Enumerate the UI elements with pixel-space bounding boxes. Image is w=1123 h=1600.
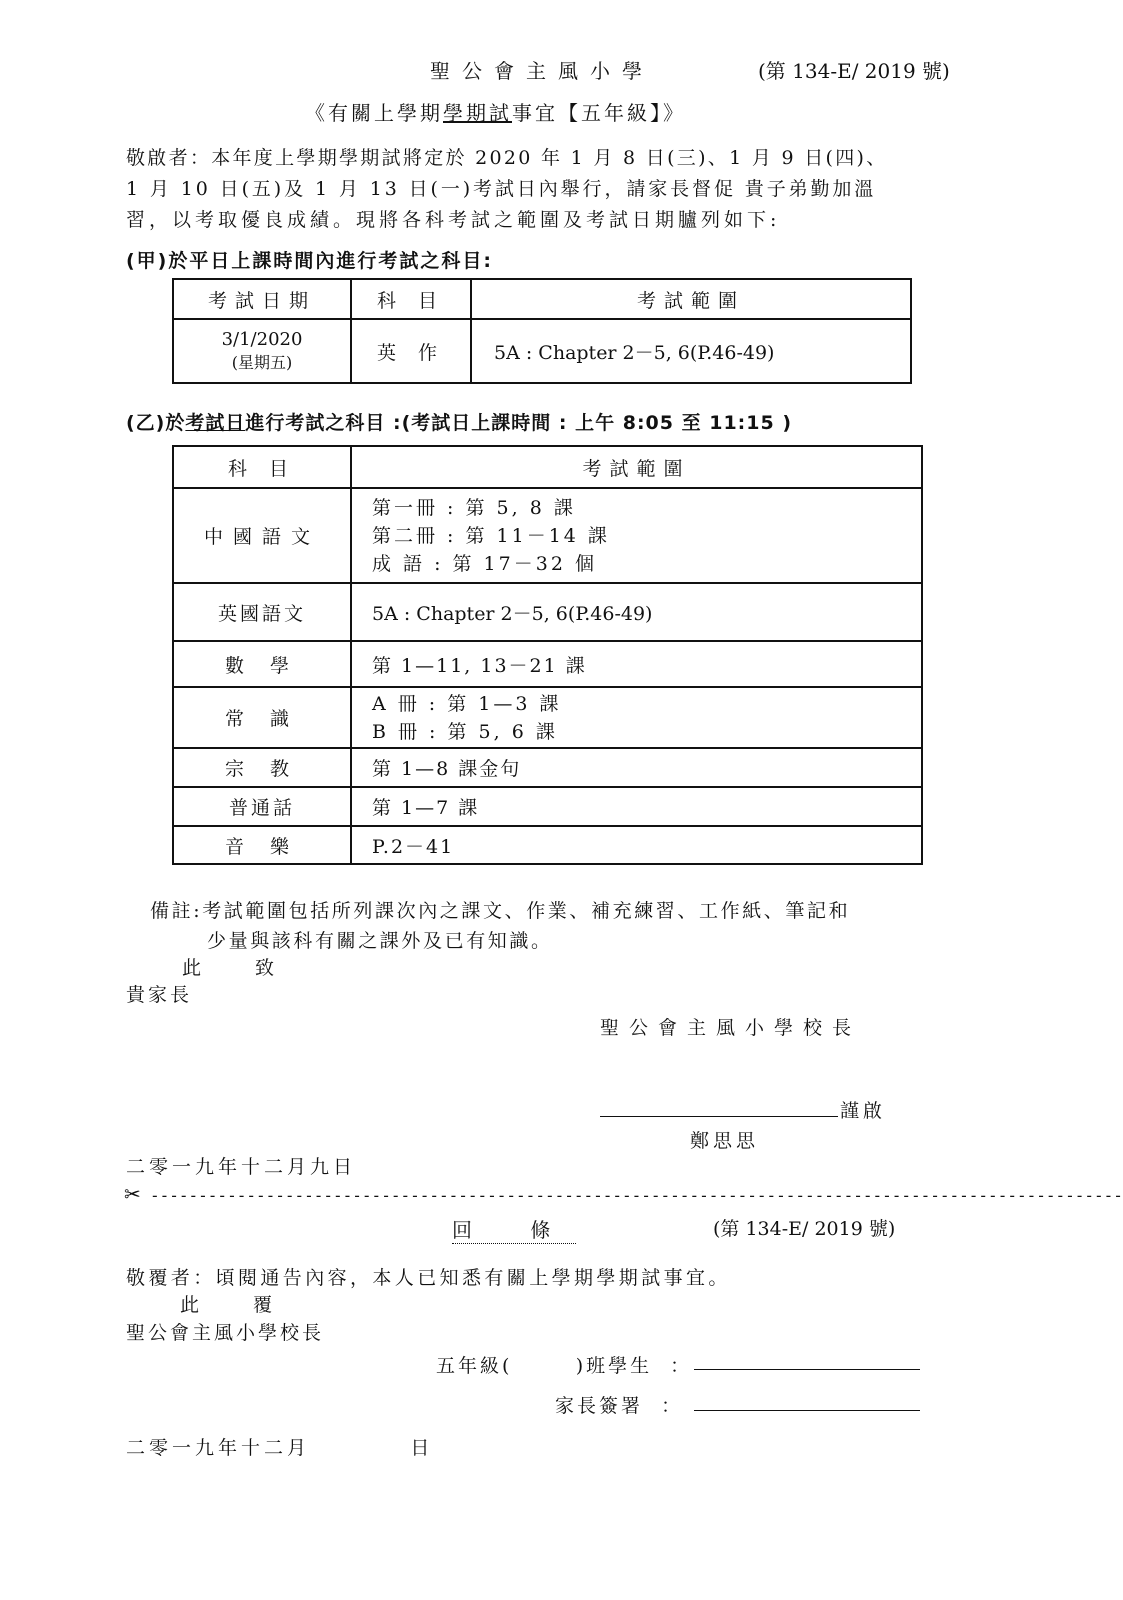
- reply-date: 二零一九年十二月 日: [126, 1437, 434, 1459]
- subject-cell: 常 識: [173, 687, 351, 748]
- sender: 聖公會主風小學校長: [600, 1017, 862, 1039]
- ci-zhi: 此 致: [182, 957, 299, 979]
- header-exam-date: 考試日期: [173, 279, 351, 319]
- subject-cell: 英 作: [351, 319, 471, 383]
- signature-line: [600, 1116, 838, 1117]
- student-input-line[interactable]: [694, 1369, 920, 1370]
- reply-ref: (第 134-E/ 2019 號): [713, 1218, 896, 1240]
- student-label: 五年級( )班學生 ：: [436, 1355, 693, 1377]
- section-a-heading: (甲)於平日上課時間內進行考試之科目:: [126, 250, 493, 272]
- notice-date: 二零一九年十二月九日: [126, 1156, 357, 1178]
- scope-line: 第 1—11, 13－21 課: [351, 641, 922, 687]
- title-post: 事宜【五年級】》: [512, 101, 686, 125]
- cut-line: -----------------------------------------------------------------------------------------------------: [150, 1186, 1123, 1205]
- subject-cell: 宗 教: [173, 748, 351, 787]
- scope-line: B 冊 : 第 5, 6 課: [372, 720, 558, 743]
- title-underlined: 學期試: [443, 101, 512, 125]
- table-row: [173, 748, 922, 787]
- school-name: 聖公會主風小學: [430, 59, 654, 83]
- scope-cell: [351, 687, 922, 748]
- scope-line: 第一冊 : 第 5, 8 課: [372, 496, 576, 519]
- reply-addressee: 聖公會主風小學校長: [126, 1322, 325, 1344]
- parent-signature-label: 家長簽署 ：: [555, 1395, 684, 1417]
- scope-line: 第 1—8 課金句: [351, 748, 922, 787]
- header-subject: 科 目: [173, 446, 351, 488]
- scope-cell: 5A : Chapter 2－5, 6(P.46-49): [471, 319, 911, 383]
- table-row: [173, 488, 922, 583]
- scope-line: P.2－41: [351, 826, 922, 864]
- section-b-table: [172, 445, 923, 865]
- header-scope: 考試範圍: [471, 279, 911, 319]
- subject-cell: 音 樂: [173, 826, 351, 864]
- section-b-heading: [126, 408, 792, 435]
- subject-cell: 中國語文: [173, 488, 351, 583]
- reply-line-1: 敬覆者：頃閱通告內容，本人已知悉有關上學期學期試事宜。: [126, 1267, 731, 1289]
- scope-line: A 冊 : 第 1—3 課: [372, 692, 562, 715]
- recipient: 貴家長: [126, 984, 193, 1006]
- remark-line-2: 少量與該科有關之課外及已有知識。: [207, 930, 553, 952]
- intro-line-2: 1 月 10 日(五)及 1 月 13 日(一)考試日內舉行，請家長督促 貴子弟勤加溫: [126, 178, 877, 200]
- notice-title: [305, 97, 686, 126]
- table-row: [173, 687, 922, 748]
- principal-name: 鄭思思: [690, 1130, 760, 1152]
- table-row: [173, 826, 922, 864]
- header-subject: 科 目: [351, 279, 471, 319]
- heading-pre: (乙)於: [126, 412, 186, 434]
- table-row: [173, 787, 922, 826]
- jin-qi: 謹啟: [840, 1100, 887, 1122]
- reply-title: 回 條: [452, 1214, 576, 1244]
- heading-underlined: 考試日: [185, 412, 246, 434]
- scope-line: 第 1—7 課: [351, 787, 922, 826]
- header-scope: 考試範圍: [351, 446, 922, 488]
- heading-post: 進行考試之科目 :(考試日上課時間 : 上午 8:05 至 11:15 ): [245, 412, 792, 434]
- subject-cell: 數 學: [173, 641, 351, 687]
- exam-date-cell: [173, 319, 351, 383]
- notice-ref: (第 134-E/ 2019 號): [758, 59, 950, 83]
- table-row: [173, 641, 922, 687]
- scissors-icon: ✂: [124, 1182, 141, 1206]
- parent-signature-line[interactable]: [694, 1410, 920, 1411]
- scope-line: 成 語 : 第 17－32 個: [372, 552, 597, 575]
- title-pre: 《有關上學期: [305, 101, 443, 125]
- subject-cell: 英國語文: [173, 583, 351, 641]
- exam-weekday: (星期五): [231, 353, 293, 372]
- table-row: [173, 319, 911, 383]
- ci-fu: 此 覆: [180, 1294, 297, 1316]
- remark-line-1: 備註:考試範圍包括所列課次內之課文、作業、補充練習、工作紙、筆記和: [150, 900, 851, 922]
- table-row: [173, 583, 922, 641]
- exam-date: 3/1/2020: [221, 329, 303, 350]
- section-a-table: [172, 278, 912, 384]
- scope-line: 第二冊 : 第 11－14 課: [372, 524, 610, 547]
- intro-line-1: 敬啟者：本年度上學期學期試將定於 2020 年 1 月 8 日(三)、1 月 9 日(四)、: [126, 147, 888, 169]
- intro-line-3: 習，以考取優良成績。現將各科考試之範圍及考試日期臚列如下:: [126, 209, 781, 231]
- scope-cell: [351, 488, 922, 583]
- subject-cell: 普通話: [173, 787, 351, 826]
- scope-line: 5A : Chapter 2－5, 6(P.46-49): [351, 583, 922, 641]
